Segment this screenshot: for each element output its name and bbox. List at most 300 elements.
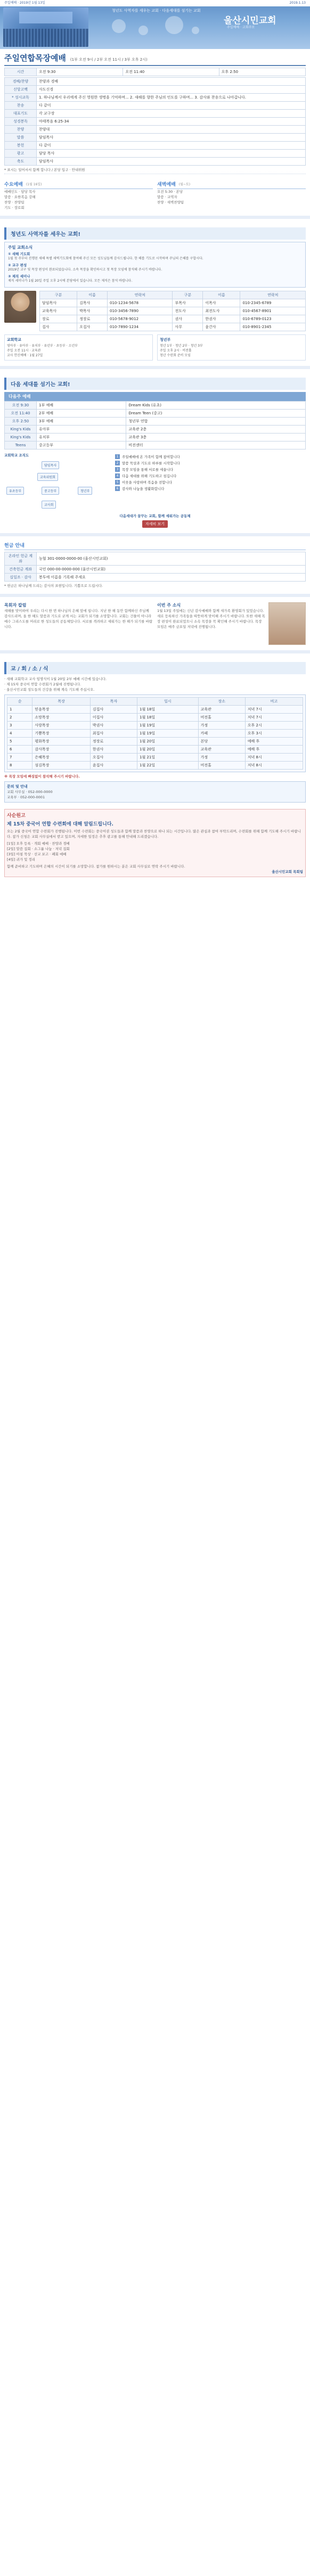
contact-cell: 010-7890-1234 xyxy=(107,323,173,331)
priority-text: 다음 세대를 위해 기도하고 섬깁니다 xyxy=(122,474,177,478)
dawn-title: 새벽예배 xyxy=(157,182,176,187)
priority-number: 2 xyxy=(115,461,120,465)
service-row xyxy=(5,134,306,142)
divider xyxy=(0,366,310,369)
offering-table xyxy=(4,552,306,582)
contact-cell: 010-5678-9012 xyxy=(107,315,173,323)
service-row-value: 담임목사 xyxy=(37,134,306,142)
schedule-name: 2부 예배 xyxy=(37,410,126,418)
group-cell: 저녁 8시 xyxy=(245,762,303,770)
priority-row xyxy=(115,480,306,485)
service-row-label: 찬양 xyxy=(5,126,37,134)
weekly-news-title: 이번 주 소식 xyxy=(157,603,181,608)
retreat-section xyxy=(0,806,310,880)
group-cell: 1월 19일 xyxy=(137,722,198,730)
contact-box xyxy=(4,781,306,803)
church-school-line: 교사 헌신예배 · 1월 27일 xyxy=(7,354,43,357)
offering-section xyxy=(0,538,310,592)
group-header: 장소 xyxy=(198,698,245,706)
service-row-label: 축도 xyxy=(5,158,37,166)
church-news-heading: 교 / 회 / 소 / 식 xyxy=(4,662,306,674)
group-cell: 1월 22일 xyxy=(137,762,198,770)
group-cell: 1 xyxy=(7,706,32,714)
group-header: 순 xyxy=(7,698,32,706)
wednesday-line: 찬양 · 찬양팀 xyxy=(4,200,25,205)
group-cell: 오후 2시 xyxy=(245,722,303,730)
church-news-item: · 새해 교회학교 교사 임명식이 1월 20일 2부 예배 시간에 있습니다. xyxy=(4,677,107,681)
priority-number: 3 xyxy=(115,467,120,472)
contact-cell: 집사 xyxy=(40,323,77,331)
schedule-note: Dream Kids (유초) xyxy=(126,402,306,410)
contact-cell: 박목사 xyxy=(77,307,108,315)
church-sub: 주일예배 · 교회주보 xyxy=(227,26,255,29)
schedule-note: 비전센터 xyxy=(126,441,306,449)
notice-item-title: ③ 제직 세미나 xyxy=(8,274,30,279)
hymn-note: * 표시는 일어서서 함께 합니다 / 본당 입구 · 안내위원 xyxy=(4,166,306,174)
contact-cell: 부목사 xyxy=(173,299,203,307)
youth-line: 청년 수련회 준비 모임 xyxy=(160,354,191,357)
dawn-line: 오전 5:30 · 본당 xyxy=(157,190,183,194)
service-row xyxy=(5,118,306,126)
contact-header: 구분 xyxy=(173,291,203,299)
group-cell: 본당 xyxy=(198,738,245,746)
contact-row xyxy=(40,323,306,331)
group-highlight: ※ 목장 모임에 빠짐없이 참석해 주시기 바랍니다. xyxy=(4,774,80,779)
priority-row xyxy=(115,467,306,472)
divider xyxy=(0,594,310,597)
retreat-box xyxy=(4,809,306,877)
service-row-value: 다 같이 xyxy=(37,142,306,150)
group-cell: 1월 18일 xyxy=(137,706,198,714)
notice-item-text: 제직 세미나가 1월 20일 주일 오후 2시에 본당에서 있습니다. 모든 제직은 참석 바랍니다. xyxy=(8,279,133,283)
retreat-list-item: [4일] 귀가 및 정리 xyxy=(7,857,36,862)
contact-cell: 장로 xyxy=(40,315,77,323)
group-cell: 정장로 xyxy=(90,738,137,746)
divider xyxy=(0,650,310,653)
service-row xyxy=(5,94,306,102)
contact-cell: 교육목사 xyxy=(40,307,77,315)
schedule-name: 중고등부 xyxy=(37,441,126,449)
priority-text: 주일예배에 온 가족이 함께 참여합니다 xyxy=(122,455,180,459)
wednesday-tag: (1월 16일) xyxy=(26,183,42,186)
dawn-line: 찬양 · 새벽찬양팀 xyxy=(157,200,184,205)
group-cell: 교육관 xyxy=(198,706,245,714)
group-cell: 저녁 7시 xyxy=(245,706,303,714)
schedule-time: 오후 2:50 xyxy=(5,418,37,426)
youth-box xyxy=(157,334,306,361)
schedule-row xyxy=(5,410,306,418)
contact-cell: 010-3456-7890 xyxy=(107,307,173,315)
offering-value: 봉투에 이름을 기록해 주세요 xyxy=(37,574,306,582)
group-cell: 4 xyxy=(7,730,32,738)
group-cell: 7 xyxy=(7,754,32,762)
church-school-title: 교회학교 xyxy=(7,338,22,342)
church-school-line: 주일 오전 11시 · 교육관 xyxy=(7,349,41,353)
contact-cell: 010-6789-0123 xyxy=(240,315,306,323)
group-cell: 교육관 xyxy=(198,746,245,754)
group-cell: 2 xyxy=(7,714,32,722)
bulletin-page xyxy=(0,0,310,880)
wednesday-title: 수요예배 xyxy=(4,182,23,187)
group-cell: 예배 후 xyxy=(245,738,303,746)
offering-value: 농협 301-0000-0000-00 (울산시민교회) xyxy=(37,552,306,566)
offering-label: 십일조 · 감사 xyxy=(5,574,37,582)
contact-cell: 담임목사 xyxy=(40,299,77,307)
vision-heading: 청년도 사역자를 세우는 교회! xyxy=(4,227,306,240)
dawn-lines xyxy=(157,189,306,205)
next-gen-heading: 다음 세대를 섬기는 교회! xyxy=(4,378,306,390)
group-cell: 6 xyxy=(7,746,32,754)
group-header: 목장 xyxy=(32,698,90,706)
schedule-title: 다음주 예배 xyxy=(9,394,31,399)
offering-label: 건축헌금 계좌 xyxy=(5,566,37,574)
priority-text: 말씀 묵상과 기도로 하루를 시작합니다 xyxy=(122,461,180,465)
priority-row xyxy=(115,454,306,459)
group-cell: 소망목장 xyxy=(32,714,90,722)
priority-text: 목장 모임을 통해 서로를 세웁니다 xyxy=(122,468,174,472)
time-label: 시간 xyxy=(5,68,37,76)
diagram-node: 청년부 xyxy=(78,487,92,495)
schedule-row xyxy=(5,402,306,410)
contact-row xyxy=(40,307,306,315)
contact-row xyxy=(40,315,306,323)
group-cell: 윤집사 xyxy=(90,762,137,770)
offering-row xyxy=(5,566,306,574)
wednesday-line: 기도 · 장로회 xyxy=(4,206,25,210)
service-row-value: 각 교구장 xyxy=(37,110,306,118)
divider xyxy=(0,533,310,536)
contact-cell: 윤간사 xyxy=(203,323,240,331)
news-photo xyxy=(268,602,306,645)
priority-row xyxy=(115,486,306,491)
pastor-photo xyxy=(4,291,36,323)
group-cell: 김집사 xyxy=(90,706,137,714)
schedule-name: 3부 예배 xyxy=(37,418,126,426)
contact-box-line: 교육부 · 052-000-0001 xyxy=(7,795,45,799)
wednesday-line: 말씀 · 요한복음 강해 xyxy=(4,195,36,199)
schedule-row xyxy=(5,418,306,426)
service-row-value: 찬양과 경배 xyxy=(37,78,306,86)
service-row xyxy=(5,110,306,118)
top-line-left: 주일예배 · 2019년 1월 13일 xyxy=(4,1,45,5)
service-row-label: 경배/찬양 xyxy=(5,78,37,86)
retreat-heading: 사순원고 xyxy=(7,813,26,819)
service-row-label: 말씀 xyxy=(5,134,37,142)
diagram-node: 중고등부 xyxy=(42,487,59,495)
diagram-node: 교사회 xyxy=(42,501,56,509)
service-row-value: 담당 목사 xyxy=(37,150,306,158)
service-row-label: * 성시교독 xyxy=(5,94,37,102)
retreat-list xyxy=(7,841,303,862)
contact-cell: 정장로 xyxy=(77,315,108,323)
group-cell: 박권사 xyxy=(90,722,137,730)
service-row-label: 대표기도 xyxy=(5,110,37,118)
schedule-row xyxy=(5,426,306,434)
contact-cell: 010-2345-6789 xyxy=(240,299,306,307)
contact-cell: 한권사 xyxy=(203,315,240,323)
service-row-value: 1. 하나님께서 우리에게 주신 영원한 생명을 기억하며... 2. 새해를 향한 주님의 인도를 구하며... 3. 감사와 찬송으로 나아갑니다. xyxy=(37,94,306,102)
contact-box-line: 교회 사무실 · 052-000-0000 xyxy=(7,790,53,794)
church-news-section xyxy=(0,656,310,806)
group-table-box xyxy=(4,694,306,772)
group-cell: 1월 20일 xyxy=(137,738,198,746)
group-cell: 1월 18일 xyxy=(137,714,198,722)
service-row xyxy=(5,150,306,158)
service-order xyxy=(0,49,310,177)
divider xyxy=(0,216,310,219)
more-button[interactable]: 자세히 보기 xyxy=(142,520,168,528)
service-row-value: 마태복음 6:25-34 xyxy=(37,118,306,126)
schedule-note: 교육관 2층 xyxy=(126,426,306,434)
org-diagram xyxy=(4,453,111,511)
church-name: 울산시민교회 xyxy=(224,15,276,26)
service-row-label: 광고 xyxy=(5,150,37,158)
wednesday-service xyxy=(4,181,153,210)
notice-list xyxy=(8,251,302,283)
priority-row xyxy=(115,461,306,465)
offering-footnote: * 헌금은 하나님께 드리는 감사의 표현입니다. 기쁨으로 드립시다. xyxy=(4,584,103,588)
service-row-value: 담임목사 xyxy=(37,158,306,166)
group-table xyxy=(7,697,303,770)
contact-header-row xyxy=(40,291,306,299)
contact-header: 구분 xyxy=(40,291,77,299)
retreat-closing: 함께 준비하고 기도하며 은혜의 시간이 되기를 소망합니다. 참가를 원하시는 분은 교회 사무실로 연락 주시기 바랍니다. xyxy=(7,864,185,869)
group-cell: 섬김목장 xyxy=(32,762,90,770)
contact-cell: 오집사 xyxy=(77,323,108,331)
church-school-line: 영아부 · 유아부 · 유치부 · 유년부 · 초등부 · 소년부 xyxy=(7,344,78,348)
group-cell: 감사목장 xyxy=(32,746,90,754)
service-row-value: 찬양대 xyxy=(37,126,306,134)
contact-cell: 김목사 xyxy=(77,299,108,307)
pastor-column-text: 새해를 맞이하여 우리는 다시 한 번 하나님의 은혜 앞에 섭니다. 지난 한 해 동안 함께하신 주님께 감사드리며, 올 한 해도 말씀과 기도로 굳게 서는 교회가 되기를 소망합니다. 교회는 건물이 아니라 예수 그리스도를 머리로 한 성도들의 공동체입니다. 서로를 격려하고 세워가는 한 해가 되기를 바랍니다. xyxy=(4,609,153,629)
retreat-body: 오는 2월 중국어 연합 수련회가 진행됩니다. 이번 수련회는 중국어권 성도들과 함께 말씀과 찬양으로 하나 되는 시간입니다. 많은 관심과 참여 부탁드리며, 수련회를 위해 함께 기도해 주시기 바랍니다. 참가 신청은 교회 사무실에서 받고 있으며, 자세한 일정은 추후 광고를 통해 안내해 드리겠습니다. xyxy=(7,829,301,839)
group-row xyxy=(7,754,303,762)
group-cell: 기쁨목장 xyxy=(32,730,90,738)
group-row xyxy=(7,722,303,730)
stage-shape xyxy=(19,12,72,23)
service-row-label: 찬송 xyxy=(5,102,37,110)
next-generation-section xyxy=(0,371,310,531)
contact-cell: 010-1234-5678 xyxy=(107,299,173,307)
offering-row xyxy=(5,552,306,566)
schedule-time: King's Kids xyxy=(5,434,37,441)
church-news-item: · 제 15차 중국어 연합 수련회가 2월에 진행됩니다. xyxy=(4,682,81,686)
wednesday-line: 예배인도 · 담당 목사 xyxy=(4,190,36,194)
notice-item xyxy=(8,274,302,283)
service-title-bar xyxy=(4,52,306,66)
news-section xyxy=(0,599,310,648)
youth-title: 청년부 xyxy=(160,338,171,342)
service-row-label: 신앙고백 xyxy=(5,86,37,94)
youth-line: 청년 1부 · 청년 2부 · 청년 3부 xyxy=(160,344,203,348)
group-cell: 오후 3시 xyxy=(245,730,303,738)
slogan-box: 다음세대가 꿈꾸는 교회, 함께 세워가는 공동체 xyxy=(119,514,191,518)
schedule-name: 유아부 xyxy=(37,426,126,434)
church-school-lines xyxy=(7,344,150,358)
contact-cell: 이목사 xyxy=(203,299,240,307)
header-slogan: 청년도 사역자를 세우는 교회 · 다음세대를 섬기는 교회 xyxy=(112,9,201,13)
retreat-signature: 울산시민교회 목회팀 xyxy=(272,870,303,874)
vision-section xyxy=(0,221,310,364)
group-row xyxy=(7,746,303,754)
crowd-shape xyxy=(3,29,88,47)
notice-box xyxy=(4,242,306,288)
schedule-note: 교육관 3층 xyxy=(126,434,306,441)
priority-number: 5 xyxy=(115,480,120,485)
group-cell: 카페 xyxy=(198,730,245,738)
schedule-time: 오전 11:40 xyxy=(5,410,37,418)
weekly-news xyxy=(157,602,306,645)
group-cell: 1월 21일 xyxy=(137,754,198,762)
contact-table xyxy=(39,291,306,331)
group-cell: 사랑목장 xyxy=(32,722,90,730)
priority-number: 6 xyxy=(115,486,120,491)
masthead xyxy=(0,0,310,49)
service-row xyxy=(5,158,306,166)
priority-number: 4 xyxy=(115,473,120,478)
contact-box-title: 문의 및 안내 xyxy=(7,784,28,789)
service-times xyxy=(4,68,306,76)
diagram-title: 교회학교 조직도 xyxy=(4,453,29,457)
group-row xyxy=(7,762,303,770)
service-row-value: 다 같이 xyxy=(37,102,306,110)
time-2: 오전 11:40 xyxy=(123,68,219,76)
contact-cell: 최전도사 xyxy=(203,307,240,315)
service-row xyxy=(5,126,306,134)
service-order-table xyxy=(4,77,306,166)
time-1: 오전 9:30 xyxy=(37,68,123,76)
weekly-news-text: 1월 13일 주일에는 신년 감사예배와 함께 새가족 환영회가 있었습니다. 새로 등록하신 가족들을 따뜻하게 맞이해 주시기 바랍니다. 또한 새해 목장 편성이 완료되었으니 소속 목장을 꼭 확인해 주시기 바랍니다. 목장 모임은 매주 금요일 저녁에 진행됩니다. xyxy=(157,609,265,629)
schedule-time: Teens xyxy=(5,441,37,449)
schedule-name: 1부 예배 xyxy=(37,402,126,410)
contact-cell: 권사 xyxy=(173,315,203,323)
notice-box-title: 주일 교회소식 xyxy=(8,245,33,250)
church-news-items xyxy=(4,676,306,692)
service-subtitle: (1부 오전 9시 / 2부 오전 11시 / 3부 오후 2시) xyxy=(70,58,148,62)
diagram-node: 유초등부 xyxy=(6,487,24,495)
group-header: 목자 xyxy=(90,698,137,706)
schedule-row xyxy=(5,434,306,441)
dawn-tag: (월~토) xyxy=(178,183,191,186)
notice-item-title: ① 새해 기도회 xyxy=(8,252,30,256)
offering-title: 헌금 안내 xyxy=(4,543,25,549)
contact-header: 이름 xyxy=(203,291,240,299)
wednesday-lines xyxy=(4,189,153,210)
group-header-row xyxy=(7,698,303,706)
group-row xyxy=(7,714,303,722)
youth-lines xyxy=(160,344,303,358)
group-cell: 8 xyxy=(7,762,32,770)
priority-list xyxy=(115,453,306,511)
service-row xyxy=(5,142,306,150)
time-3: 오후 2:50 xyxy=(219,68,305,76)
retreat-title: 제 15차 중국어 연합 수련회에 대해 알림드립니다. xyxy=(7,822,113,827)
schedule-note: 청년부 연합 xyxy=(126,418,306,426)
retreat-list-item: [1일] 오후 등록 · 개회 예배 · 찬양과 경배 xyxy=(7,841,70,846)
schedule-note: Dream Teen (중고) xyxy=(126,410,306,418)
contact-cell: 010-4567-8901 xyxy=(240,307,306,315)
service-row xyxy=(5,102,306,110)
offering-row xyxy=(5,574,306,582)
church-news-item: · 울산시민교회 성도들의 건강을 위해 계속 기도해 주십시오. xyxy=(4,688,95,692)
group-cell: 가정 xyxy=(198,722,245,730)
group-cell: 1월 19일 xyxy=(137,730,198,738)
diagram-node: 담임목사 xyxy=(42,461,59,469)
retreat-list-item: [3일] 아침 묵상 · 선교 보고 · 폐회 예배 xyxy=(7,852,67,856)
dawn-line: 말씀 · 교역자 xyxy=(157,195,177,199)
top-line xyxy=(0,0,310,6)
pastor-column-title: 목회자 칼럼 xyxy=(4,603,27,608)
group-cell: 한권사 xyxy=(90,746,137,754)
group-cell: 은혜목장 xyxy=(32,754,90,762)
group-row xyxy=(7,738,303,746)
worship-photo xyxy=(3,7,88,47)
decor-bubbles xyxy=(107,16,213,43)
group-cell: 비전홀 xyxy=(198,762,245,770)
notice-item xyxy=(8,251,302,261)
group-cell: 저녁 8시 xyxy=(245,754,303,762)
group-cell: 3 xyxy=(7,722,32,730)
pastor-column xyxy=(4,602,153,645)
service-title: 주일연합목장예배 xyxy=(4,53,66,63)
notice-item-title: ② 교구 편성 xyxy=(8,263,27,267)
service-row-label: 봉헌 xyxy=(5,142,37,150)
offering-value: 국민 000-00-0000-000 (울산시민교회) xyxy=(37,566,306,574)
group-cell: 예배 후 xyxy=(245,746,303,754)
group-row xyxy=(7,706,303,714)
group-cell: 믿음목장 xyxy=(32,706,90,714)
group-cell: 가정 xyxy=(198,754,245,762)
group-row xyxy=(7,730,303,738)
group-header: 비고 xyxy=(245,698,303,706)
notice-item-text: 2019년 교구 및 목장 편성이 완료되었습니다. 소속 목장을 확인하시고 첫 목장 모임에 참석해 주시기 바랍니다. xyxy=(8,268,162,272)
priority-text: 감사와 나눔을 생활화합니다 xyxy=(122,487,165,491)
group-cell: 저녁 7시 xyxy=(245,714,303,722)
schedule-time: 오전 9:30 xyxy=(5,402,37,410)
offering-label: 온라인 헌금 계좌 xyxy=(5,552,37,566)
schedule-table xyxy=(4,401,306,449)
contact-cell: 전도사 xyxy=(173,307,203,315)
service-row-value: 사도신경 xyxy=(37,86,306,94)
youth-line: 주일 오후 2시 · 비전홀 xyxy=(160,349,192,353)
top-line-right: 2019.1.13 xyxy=(289,1,306,5)
contact-header: 이름 xyxy=(77,291,108,299)
group-cell: 평화목장 xyxy=(32,738,90,746)
diagram-node: 교육위원회 xyxy=(37,473,58,481)
service-row-label: 성경봉독 xyxy=(5,118,37,126)
dawn-service xyxy=(157,181,306,210)
group-cell: 5 xyxy=(7,738,32,746)
priority-text: 이웃을 사랑하며 복음을 전합니다 xyxy=(122,480,173,485)
group-cell: 1월 20일 xyxy=(137,746,198,754)
contact-header: 연락처 xyxy=(107,291,173,299)
church-school-box xyxy=(4,334,153,361)
group-cell: 비전홀 xyxy=(198,714,245,722)
priority-row xyxy=(115,473,306,478)
group-cell: 최집사 xyxy=(90,730,137,738)
contact-cell: 010-8901-2345 xyxy=(240,323,306,331)
contact-row xyxy=(40,299,306,307)
group-cell: 오집사 xyxy=(90,754,137,762)
notice-item-text: 1월 첫 주부터 진행된 새해 특별 새벽기도회에 참여해 주신 모든 성도님들께 감사드립니다. 한 해를 기도로 시작하며 주님의 은혜를 구합시다. xyxy=(8,257,203,260)
schedule-name: 유치부 xyxy=(37,434,126,441)
contact-cell: 사무 xyxy=(173,323,203,331)
weekday-services xyxy=(0,177,310,214)
contact-box-lines xyxy=(7,789,303,800)
schedule-row xyxy=(5,441,306,449)
contact-header: 연락처 xyxy=(240,291,306,299)
notice-item xyxy=(8,263,302,272)
